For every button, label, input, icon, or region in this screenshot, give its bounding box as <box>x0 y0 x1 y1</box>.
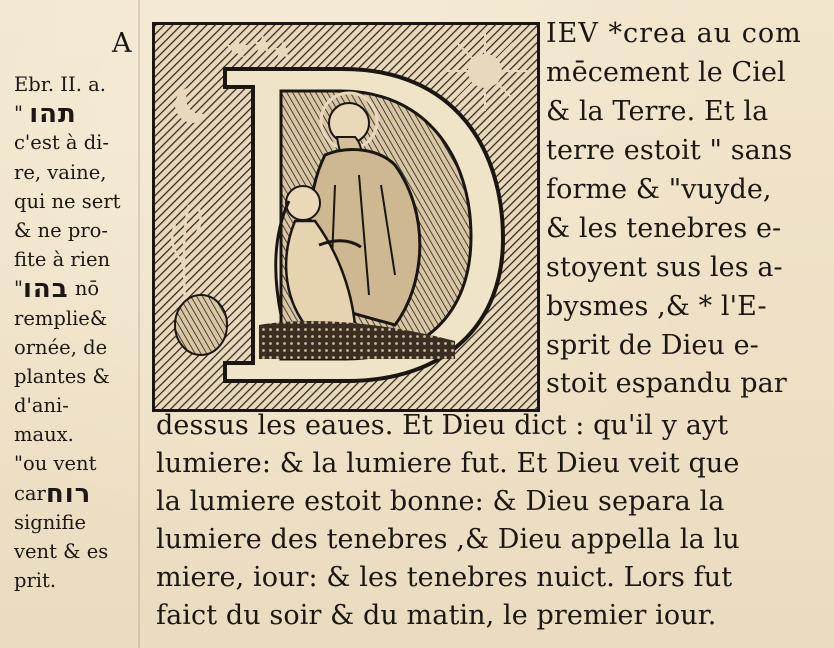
note-text: fite à rien <box>14 248 111 272</box>
note-text: vent & es <box>14 540 109 563</box>
text-line: lumiere: & la lumiere fut. Et Dieu veit que <box>156 448 740 479</box>
hebrew-word: בהו <box>22 274 69 305</box>
note-text: prit. <box>14 569 57 593</box>
text-line: faict du soir & du matin, le premier iour. <box>156 600 717 631</box>
text-line: sprit de Dieu e- <box>546 330 759 361</box>
margin-note-line <box>14 274 144 303</box>
text-line: mēcement le Ciel <box>546 57 786 88</box>
note-text: " <box>14 102 23 126</box>
note-text: c'est à di- <box>14 131 109 155</box>
note-text: re, vaine, <box>14 160 107 184</box>
margin-note-line <box>14 362 144 391</box>
margin-note-line <box>14 537 144 566</box>
note-text: "ou vent <box>14 452 97 476</box>
text-line: dessus les eaues. Et Dieu dict : qu'il y ayt <box>156 410 729 441</box>
margin-note-line <box>14 70 144 99</box>
hebrew-word: תהו <box>29 99 77 130</box>
text-line: stoit espandu par <box>546 368 787 399</box>
margin-note-line <box>14 128 144 157</box>
text-line: la lumiere estoit bonne: & Dieu separa la <box>156 486 725 517</box>
note-text: plantes & <box>14 364 110 388</box>
note-text: nō <box>68 277 100 301</box>
text-line: stoyent sus les a- <box>546 252 783 283</box>
text-line: bysmes ,& * l'E- <box>546 291 767 322</box>
note-text: " <box>14 277 23 301</box>
note-text: d'ani- <box>14 394 69 418</box>
margin-note-line <box>14 245 144 274</box>
margin-note-line <box>14 187 144 216</box>
margin-note-line <box>14 216 144 245</box>
margin-note-line <box>14 333 144 362</box>
note-text: ornée, de <box>14 335 108 359</box>
margin-note-line <box>14 99 144 128</box>
hebrew-word: רוח <box>45 478 92 509</box>
text-line: lumiere des tenebres ,& Dieu appella la lu <box>156 524 740 555</box>
margin-note-line <box>14 508 144 537</box>
margin-note-line <box>14 420 144 449</box>
animal-figure <box>175 295 227 355</box>
text-line: & les tenebres e- <box>546 213 782 244</box>
verse-marker: A <box>112 28 132 59</box>
margin-note-line <box>14 566 144 595</box>
text-line: miere, iour: & les tenebres nuict. Lors fut <box>156 562 733 593</box>
margin-note-line <box>14 391 144 420</box>
text-line: terre estoit " sans <box>546 135 793 166</box>
note-text: & ne pro- <box>14 218 108 242</box>
text-line: forme & "vuyde, <box>546 174 772 205</box>
note-text: Ebr. II. a. <box>14 73 106 96</box>
woodcut-illustration <box>155 25 537 409</box>
margin-note-line <box>14 479 144 508</box>
margin-note-line <box>14 449 144 478</box>
note-text: car <box>14 481 46 505</box>
margin-note-line <box>14 304 144 333</box>
decorated-initial <box>152 22 540 412</box>
margin-note-line <box>14 158 144 187</box>
text-line: & la Terre. Et la <box>546 96 769 127</box>
note-text: maux. <box>14 423 74 447</box>
note-text: qui ne sert <box>14 189 121 213</box>
marginal-notes <box>14 70 144 595</box>
note-text: remplie& <box>14 306 108 330</box>
note-text: signifie <box>14 510 87 534</box>
text-line: IEV *crea au com <box>546 18 802 49</box>
